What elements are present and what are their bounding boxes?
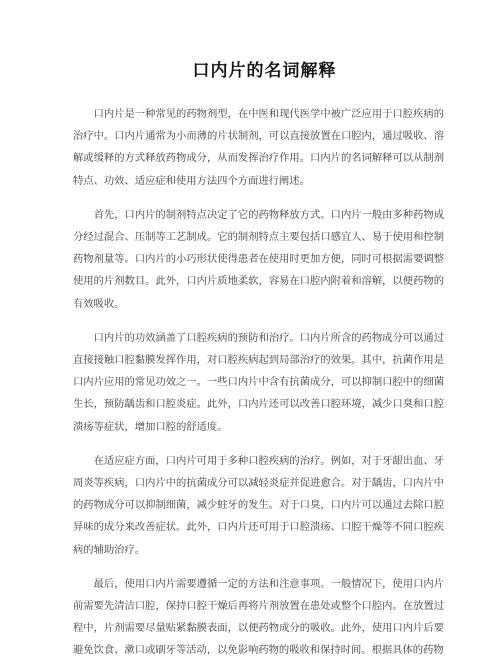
paragraph: 在适应症方面，口内片可用于多种口腔疾病的治疗。例如，对于牙龈出血、牙周炎等疾病，口内片中的抗菌成分可以减轻炎症并促进愈合。对于龋齿，口内片中的药物成分可以抑制细菌，减少蛀牙的发生。对于口臭，口内片可以通过去除口腔异味的成分来改善症状。此外，口内片还可用于口腔溃疡、口腔干燥等不同口腔疾病的辅助治疗。 — [73, 454, 444, 556]
paragraph: 最后，使用口内片需要遵循一定的方法和注意事项。一般情况下，使用口内片前需要先清洁口腔，保持口腔干燥后再将片剂放置在患处或整个口腔内。在放置过程中，片剂需要尽量贴紧黏膜表面，以便药物成分的吸收。此外，使用口内片后要避免饮食、漱口或刷牙等活动，以免影响药物的吸收和保持时间。根据具体的药物 — [73, 577, 444, 657]
document-title: 口内片的名词解释 — [192, 61, 337, 81]
paragraph: 首先，口内片的制剂特点决定了它的药物释放方式。口内片一般由多种药物成分经过混合、压制等工艺制成。它的制剂特点主要包括口感宜人、易于使用和控制药物剂量等。口内片的小巧形状使得患者在使用时更加方便，同时可根据需要调整使用的片剂数目。此外，口内片质地柔软，容易在口腔内附着和溶解，以便药物的有效吸收。 — [73, 208, 444, 310]
paragraph: 口内片的功效涵盖了口腔疾病的预防和治疗。口内片所含的药物成分可以通过直接接触口腔黏膜发挥作用，对口腔疾病起到局部治疗的效果。其中，抗菌作用是口内片应用的常见功效之一。一些口内片中含有抗菌成分，可以抑制口腔中的细菌生长，预防龋齿和口腔炎症。此外，口内片还可以改善口腔环境，减少口臭和口腔溃疡等症状，增加口腔的舒适度。 — [73, 331, 444, 433]
paragraph: 口内片是一种常见的药物剂型，在中医和现代医学中被广泛应用于口腔疾病的治疗中。口内片通常为小而薄的片状制剂，可以直接放置在口腔内，通过吸收、溶解或缓释的方式释放药物成分，从而发挥治疗作用。口内片的名词解释可以从制剂特点、功效、适应症和使用方法四个方面进行阐述。 — [73, 108, 444, 187]
